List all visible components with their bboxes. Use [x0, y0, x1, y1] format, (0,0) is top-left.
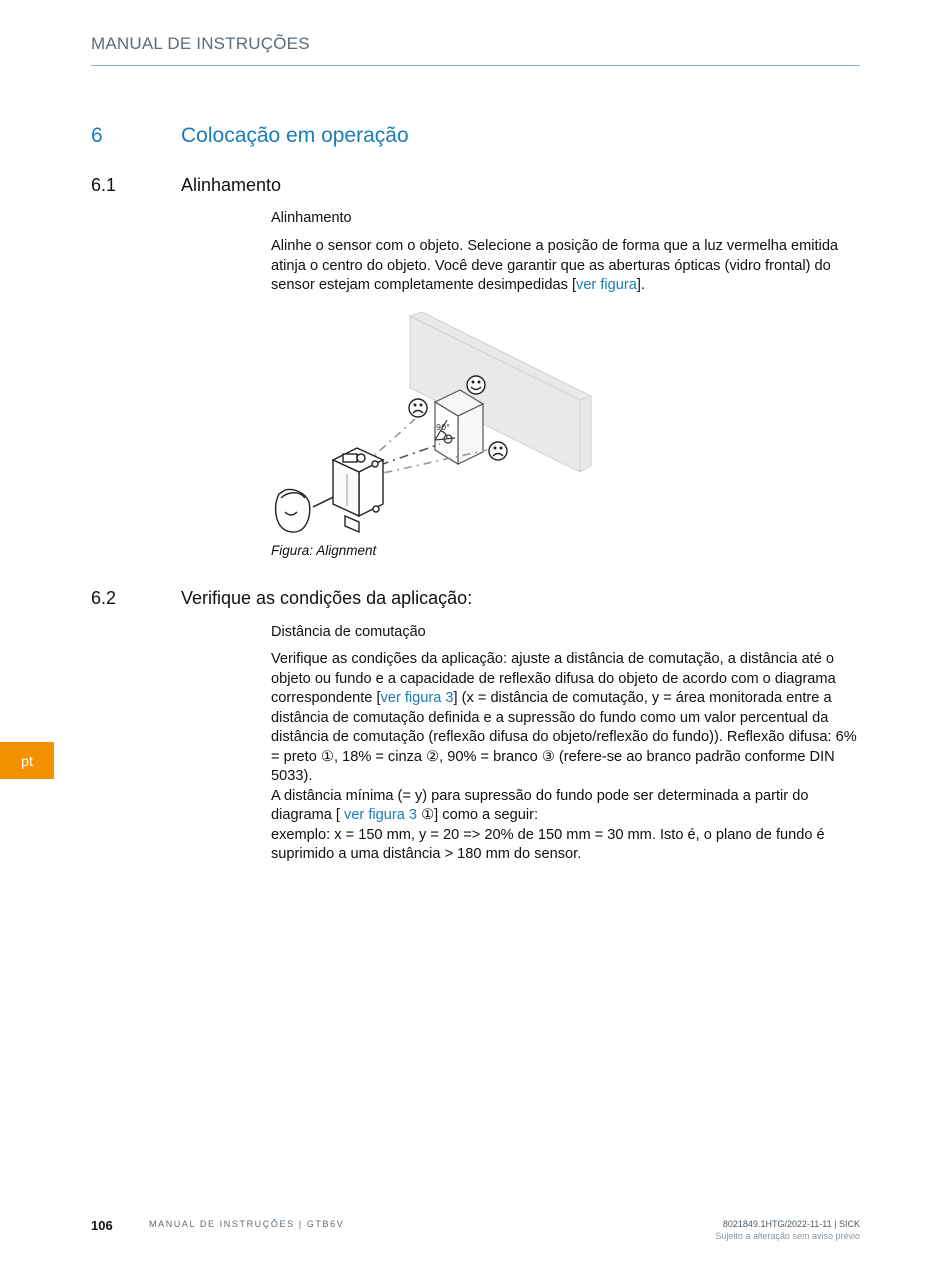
alignment-text-end: ]. [636, 277, 645, 293]
conditions-text-cont: ] (x = distância de comutação, y = área monitorada entre a distância de comutação definida e a supressão do fundo como um valor percentual da distância de comutação (reflexão difusa do objeto/reflexão do fundo)). Reflexão difusa: 6% = preto ①, 18% = cinza ②, 90% = branco ③ (refere-se ao branco padrão conforme DIN 5033). [271, 690, 857, 784]
alignment-subheading: Alinhamento [271, 210, 352, 226]
section-6-title: Colocação em operação [181, 124, 409, 147]
section-6-2-number: 6.2 [91, 588, 117, 608]
language-tab: pt [0, 742, 54, 779]
alignment-text: Alinhe o sensor com o objeto. Selecione a posição de forma que a luz vermelha emitida atinja o centro do objeto. Você deve garantir que as aberturas ópticas (vidro frontal) do sensor estejam completamente desimpedidas [ [271, 238, 839, 293]
sad-face-icon [409, 399, 427, 417]
section-6-1-title: Alinhamento [181, 175, 282, 195]
section-6-number: 6 [91, 124, 103, 147]
change-notice: Sujeito a alteração sem aviso prévio [715, 1231, 860, 1241]
person-head [276, 490, 310, 533]
section-6-2-title: Verifique as condições da aplicação: [181, 588, 473, 608]
sensor-device [333, 448, 383, 532]
see-figure-3-link[interactable]: ver figura 3 [380, 690, 454, 706]
page-number: 106 [91, 1218, 113, 1233]
section-6-1-number: 6.1 [91, 175, 117, 195]
figure-caption: Figura: Alignment [271, 543, 377, 558]
see-figure-3-link-2[interactable]: ver figura 3 [344, 807, 418, 823]
running-header: MANUAL DE INSTRUÇÕES [91, 34, 310, 53]
footer-meta [715, 1218, 860, 1242]
sad-face-icon [489, 442, 507, 460]
see-figure-link[interactable]: ver figura [576, 277, 637, 293]
application-conditions-body [271, 650, 861, 865]
footer-document-title: MANUAL DE INSTRUÇÕES | GTB6V [149, 1219, 345, 1229]
happy-face-icon [467, 376, 485, 394]
header-rule [91, 65, 860, 66]
min-distance-text-cont: ①] como a seguir: [417, 807, 538, 823]
alignment-figure [265, 312, 595, 545]
switching-distance-subheading: Distância de comutação [271, 624, 426, 640]
angle-label: 90° [436, 423, 451, 432]
min-distance-text: A distância mínima (= y) para supressão do fundo pode ser determinada a partir do diagrama [ [271, 787, 809, 823]
document-id: 8021849.1HTG/2022-11-11 | SICK [722, 1219, 860, 1229]
conditions-text: Verifique as condições da aplicação: ajuste a distância de comutação, a distância até o objeto ou fundo e a capacidade de reflexão difusa do objeto de acordo com o diagrama correspondente [ [271, 651, 836, 706]
example-text: exemplo: x = 150 mm, y = 20 => 20% de 150 mm = 30 mm. Isto é, o plano de fundo é suprimido a uma distância > 180 mm do sensor. [271, 826, 825, 862]
alignment-paragraph [271, 237, 861, 296]
